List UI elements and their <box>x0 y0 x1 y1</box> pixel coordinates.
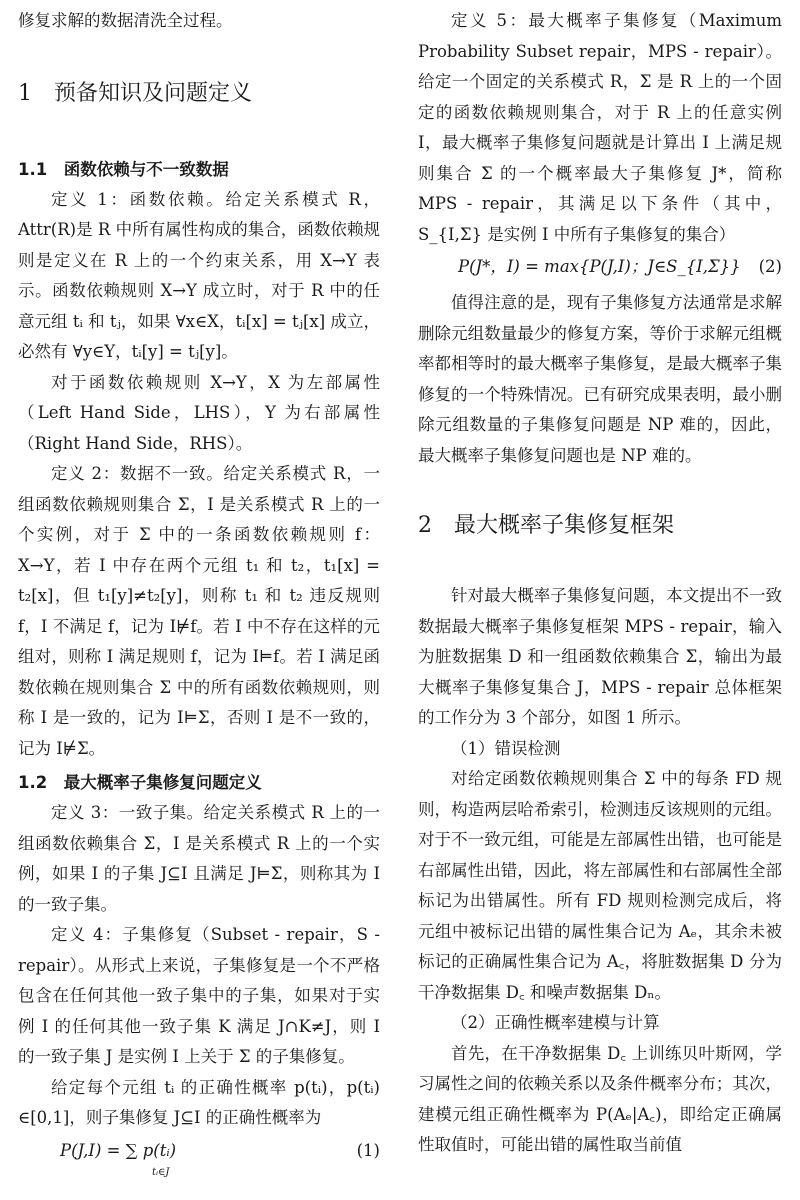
item-1-heading: （1）错误检测 <box>451 738 561 758</box>
equation-1-body: P(J,I) = ∑ p(tᵢ) <box>60 1140 177 1160</box>
equation-2-number: (2) <box>758 257 782 276</box>
section-2-intro: 针对最大概率子集修复问题，本文提出不一致数据最大概率子集修复框架 MPS - repair，输入为脏数据集 D 和一组函数依赖集合 Σ，输出为最大概率子集修复集合 J，MPS - repair 总体框架的工作分为 3 个部分，如图 1 所示。 <box>418 586 782 727</box>
item-2-text: 首先，在干净数据集 D꜀ 上训练贝叶斯网，学习属性之间的依赖关系以及条件概率分布；其次，建模元组正确性概率为 P(Aₑ|A꜀)，即给定正确属性取值时，可能出错的属性取当前值 <box>418 1043 782 1154</box>
equation-2 <box>418 250 782 288</box>
equation-1 <box>18 1134 380 1180</box>
equation-2-body: P(J*，I) = max{P(J,I)；J∈S_{I,Σ}} <box>458 257 741 276</box>
section-1-heading: 1 预备知识及问题定义 <box>18 80 252 106</box>
equation-1-subscript: tᵢ∈J <box>152 1166 170 1178</box>
lhs-rhs-paragraph: 对于函数依赖规则 X→Y，X 为左部属性（Left Hand Side，LHS），Y 为右部属性（Right Hand Side，RHS）。 <box>18 372 380 453</box>
right-column <box>418 6 782 1161</box>
definition-3: 定义 3：一致子集。给定关系模式 R 上的一组函数依赖集合 Σ，I 是关系模式 R 上的一个实例，如果 I 的子集 J⊆I 且满足 J⊨Σ，则称其为 I 的一致子集。 <box>18 803 380 914</box>
subsection-1-2-heading: 1.2 最大概率子集修复问题定义 <box>18 773 262 792</box>
definition-2: 定义 2：数据不一致。给定关系模式 R，一组函数依赖规则集合 Σ，I 是关系模式 R 上的一个实例，对于 Σ 中的一条函数依赖规则 f：X→Y，若 I 中存在两个元组 t₁ 和 t₂，t₁[x] = t₂[x]，但 t₁[y]≠t₂[y]，则称 t₁ 和 t₂ 违反规则 f，I 不满足 f，记为 I⊭f。若 I 中不存在这样的元组对，则称 I 满足规则 f，记为 I⊨f。若 I 满足函数依赖在规则集合 Σ 中的所有函数依赖规则，则称 I 是一致的，记为 I⊨Σ，否则 I 是不一致的，记为 I⊭Σ。 <box>18 464 380 758</box>
definition-5: 定义 5：最大概率子集修复（Maximum Probability Subset repair，MPS - repair）。给定一个固定的关系模式 R，Σ 是 R 上的一个固定的函数依赖规则集合，对于 R 上的任意实例 I，最大概率子集修复问题就是计算出 I 上满足规则集合 Σ 的一个概率最大子集修复 J*，简称 MPS - repair，其满足以下条件（其中，S_{I,Σ} 是实例 I 中所有子集修复的集合） <box>418 11 782 244</box>
left-column <box>18 6 380 1180</box>
subsection-1-1-heading: 1.1 函数依赖与不一致数据 <box>18 159 229 179</box>
item-2-heading: （2）正确性概率建模与计算 <box>451 1013 660 1032</box>
section-2-heading: 2 最大概率子集修复框架 <box>418 513 674 538</box>
note-paragraph: 值得注意的是，现有子集修复方法通常是求解删除元组数量最少的修复方案，等价于求解元组概率都相等时的最大概率子集修复，是最大概率子集修复的一个特殊情况。已有研究成果表明，最小删除元组数量的子集修复问题是 NP 难的，因此，最大概率子集修复问题也是 NP 难的。 <box>418 293 782 465</box>
intro-text: 修复求解的数据清洗全过程。 <box>18 11 233 30</box>
equation-1-number: (1) <box>356 1140 380 1160</box>
definition-1: 定义 1：函数依赖。给定关系模式 R，Attr(R)是 R 中所有属性构成的集合，函数依赖规则是定义在 R 上的一个约束关系，用 X→Y 表示。函数依赖规则 X→Y 成立时，对于 R 中的任意元组 tᵢ 和 tⱼ，如果 ∀x∈X，tᵢ[x] = tⱼ[x] 成立，必然有 ∀y∈Y，tᵢ[y] = tⱼ[y]。 <box>18 189 380 361</box>
definition-4: 定义 4：子集修复（Subset - repair，S - repair）。从形式上来说，子集修复是一个不严格包含在任何其他一致子集中的子集，如果对于实例 I 的任何其他一致子集 K 满足 J∩K≠J，则 I 的一致子集 J 是实例 I 上关于 Σ 的子集修复。 <box>18 925 380 1066</box>
item-1-text: 对给定函数依赖规则集合 Σ 中的每条 FD 规则，构造两层哈希索引，检测违反该规则的元组。对于不一致元组，可能是左部属性出错，也可能是右部属性出错，因此，将左部属性和右部属性全部标记为出错属性。所有 FD 规则检测完成后，将元组中被标记出错的属性集合记为 Aₑ，其余未被标记的正确属性集合记为 A꜀，将脏数据集 D 分为干净数据集 D꜀ 和噪声数据集 Dₙ。 <box>418 769 782 1002</box>
probability-paragraph: 给定每个元组 tᵢ 的正确性概率 p(tᵢ)，p(tᵢ) ∈[0,1]，则子集修复 J⊆I 的正确性概率为 <box>18 1077 380 1127</box>
